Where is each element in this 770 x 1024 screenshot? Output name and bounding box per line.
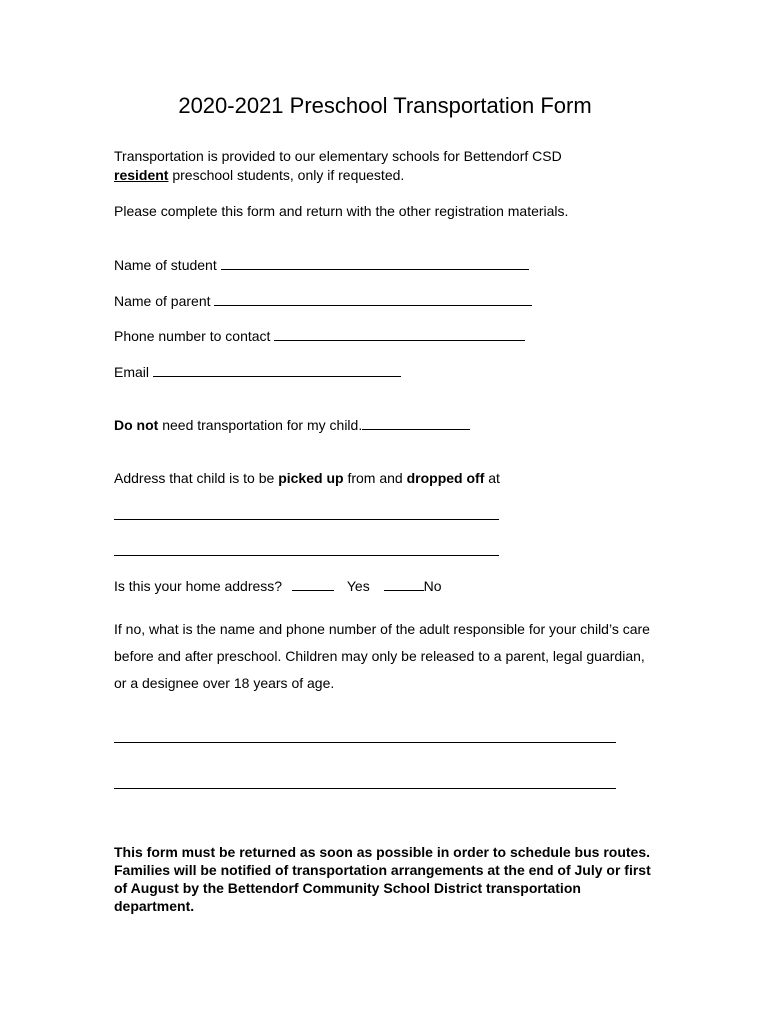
footer-notice: This form must be returned as soon as possible in order to schedule bus routes. Families will be notified of transportation arrangements at the end of July or first of August by the Bettendorf Community School District transportation department. xyxy=(114,844,651,914)
address-line-1[interactable] xyxy=(114,519,499,520)
home-address-no-blank[interactable] xyxy=(384,576,424,591)
parent-name-label: Name of parent xyxy=(114,293,211,309)
no-transport-label: need transportation for my child. xyxy=(158,417,363,433)
home-address-no-label: No xyxy=(423,578,442,594)
address-suffix: at xyxy=(484,470,500,486)
address-line-2[interactable] xyxy=(114,555,499,556)
instruction-text: Please complete this form and return with the other registration materials. xyxy=(114,203,569,219)
phone-blank[interactable] xyxy=(274,326,525,341)
address-prompt xyxy=(114,469,500,488)
phone-field[interactable] xyxy=(114,326,525,346)
home-address-label: Is this your home address? xyxy=(114,578,283,594)
do-not-emphasis: Do not xyxy=(114,417,159,433)
home-address-yes-blank[interactable] xyxy=(292,576,334,591)
parent-name-field[interactable] xyxy=(114,291,532,311)
responsible-adult-line-1[interactable] xyxy=(114,742,616,743)
responsible-adult-line-2[interactable] xyxy=(114,788,616,789)
intro-line-1: Transportation is provided to our elementary schools for Bettendorf CSD xyxy=(114,148,562,164)
email-label: Email xyxy=(114,364,150,380)
resident-emphasis: resident xyxy=(114,167,169,183)
home-address-yes-label: Yes xyxy=(346,578,370,594)
page-title: 2020-2021 Preschool Transportation Form xyxy=(178,93,592,118)
parent-name-blank[interactable] xyxy=(214,291,532,306)
email-field[interactable] xyxy=(114,362,401,382)
address-middle: from and xyxy=(343,470,407,486)
no-transport-field[interactable] xyxy=(114,415,470,435)
intro-line-2 xyxy=(114,166,404,185)
intro-line-2-rest: preschool students, only if requested. xyxy=(168,167,405,183)
no-transport-blank[interactable] xyxy=(362,415,470,430)
email-blank[interactable] xyxy=(153,362,401,377)
address-prefix: Address that child is to be xyxy=(114,470,279,486)
phone-label: Phone number to contact xyxy=(114,328,271,344)
student-name-label: Name of student xyxy=(114,257,217,273)
student-name-blank[interactable] xyxy=(221,255,529,270)
student-name-field[interactable] xyxy=(114,255,529,275)
picked-up-emphasis: picked up xyxy=(278,470,344,486)
dropped-off-emphasis: dropped off xyxy=(406,470,485,486)
responsible-adult-prompt: If no, what is the name and phone number of the adult responsible for your child’s care before and after preschool. Children may only be released to a parent, legal guardian, or a designee over 18 years of age. xyxy=(114,621,650,691)
home-address-question xyxy=(114,576,442,596)
